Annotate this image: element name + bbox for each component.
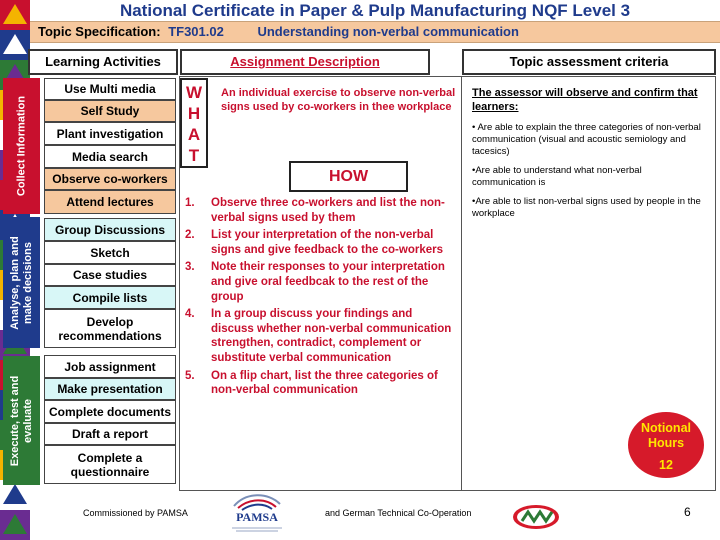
pattern-triangle (3, 484, 27, 504)
assignment-description-link[interactable]: Assignment Description (180, 49, 430, 75)
activity-compile-lists[interactable]: Compile lists (44, 286, 176, 309)
step-item: 1. Observe three co-workers and list the non-verbal signs used by them (185, 197, 445, 224)
collect-information-label: Collect Information (3, 78, 40, 214)
pattern-triangle (3, 4, 27, 24)
step-item: 5. On a flip chart, list the three categories of non-verbal communication (185, 369, 438, 397)
activity-use-multi-media[interactable]: Use Multi media (44, 78, 176, 100)
how-label: HOW (289, 161, 408, 192)
step-item: 2. List your interpretation of the non-verbal signs and give feedback to the co-workers (185, 229, 443, 256)
pattern-tile (0, 510, 30, 540)
topic-specification-bar (30, 21, 720, 43)
learning-activities-header: Learning Activities (28, 49, 178, 75)
notional-hours-badge: Notional Hours 12 (628, 412, 704, 478)
activity-observe-co-workers[interactable]: Observe co-workers (44, 168, 176, 190)
activity-attend-lectures[interactable]: Attend lectures (44, 190, 176, 214)
activity-complete-documents[interactable]: Complete documents (44, 400, 176, 423)
activity-case-studies[interactable]: Case studies (44, 264, 176, 286)
activity-media-search[interactable]: Media search (44, 145, 176, 168)
topic-label: Topic Specification: (38, 24, 161, 39)
criteria-item: •Are able to understand what non-verbal communication is (472, 165, 642, 188)
activity-complete-a-questionnaire[interactable]: Complete a questionnaire (44, 445, 176, 484)
page-title: National Certificate in Paper & Pulp Manufacturing NQF Level 3 (119, 1, 631, 20)
activity-self-study[interactable]: Self Study (44, 100, 176, 122)
activity-make-presentation[interactable]: Make presentation (44, 378, 176, 400)
criteria-item: • Are able to explain the three categories of non-verbal communication (visual and acoustic semiology and tacesics) (472, 122, 701, 157)
step-item: 3. Note their responses to your interpretation and give oral feedbcak to the rest of the group (185, 261, 445, 303)
topic-name: Understanding non-verbal communication (257, 24, 519, 39)
how-steps-list (185, 196, 457, 401)
analyse-plan-label: Analyse, plan and make decisions (3, 217, 40, 348)
activity-draft-a-report[interactable]: Draft a report (44, 423, 176, 445)
pattern-triangle (3, 34, 27, 54)
activity-sketch[interactable]: Sketch (44, 241, 176, 264)
activity-develop-recommendations[interactable]: Develop recommendations (44, 309, 176, 348)
pamsa-logo-text: PAMSA (236, 510, 278, 524)
assessment-criteria-header: Topic assessment criteria (462, 49, 716, 75)
pattern-tile (0, 0, 30, 30)
what-description: An individual exercise to observe non-verbal signs used by co-workers in thee workplace (221, 87, 456, 113)
activity-plant-investigation[interactable]: Plant investigation (44, 122, 176, 145)
column-divider (461, 76, 462, 491)
gtz-logo-icon (512, 503, 560, 531)
activity-job-assignment[interactable]: Job assignment (44, 355, 176, 378)
what-label: W H A T (180, 78, 208, 168)
criteria-item: •Are able to list non-verbal signs used by people in the workplace (472, 196, 701, 219)
topic-code: TF301.02 (168, 24, 224, 39)
activity-group-discussions[interactable]: Group Discussions (44, 218, 176, 241)
pattern-tile (0, 30, 30, 60)
cooperation-text: and German Technical Co-Operation (325, 508, 472, 518)
commissioned-by-text: Commissioned by PAMSA (83, 508, 188, 518)
step-item: 4. In a group discuss your findings and discuss whether non-verbal communication strengthen, contradict, complement or substitute verbal communication (185, 308, 452, 364)
criteria-list (472, 122, 708, 227)
pattern-triangle (3, 514, 27, 534)
execute-test-label: Execute, test and evaluate (3, 356, 40, 485)
criteria-title: The assessor will observe and confirm that learners: (472, 87, 698, 113)
page-number: 6 (684, 505, 691, 519)
